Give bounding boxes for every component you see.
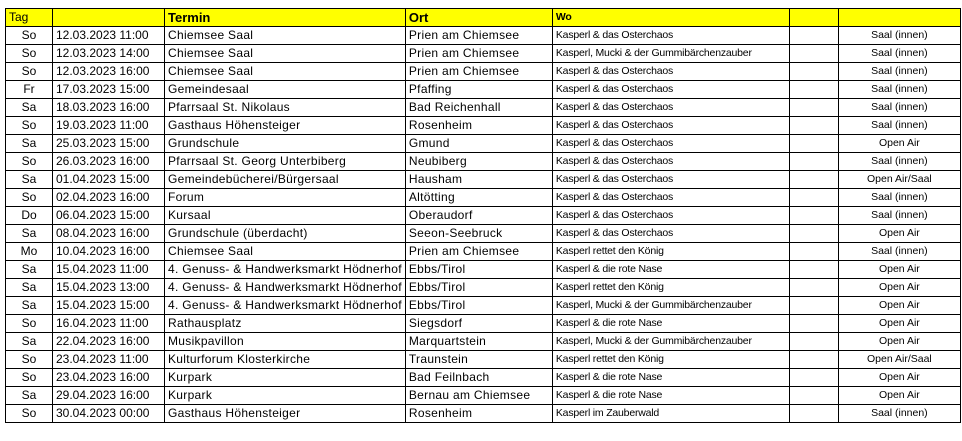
cell-termin[interactable]: Grundschule: [165, 135, 406, 153]
cell-typ[interactable]: Open Air: [838, 225, 960, 243]
cell-datetime[interactable]: 10.04.2023 16:00: [53, 243, 165, 261]
table-row: [6, 369, 961, 387]
cell-ort[interactable]: Prien am Chiemsee: [405, 63, 552, 81]
cell-typ[interactable]: Saal (innen): [838, 45, 960, 63]
cell-typ[interactable]: Open Air/Saal: [838, 171, 960, 189]
cell-tag[interactable]: So: [6, 189, 53, 207]
table-row: [6, 297, 961, 315]
table-row: [6, 279, 961, 297]
cell-termin[interactable]: Chiemsee Saal: [165, 63, 406, 81]
cell-tag[interactable]: Sa: [6, 99, 53, 117]
cell-wo[interactable]: Kasperl & das Osterchaos: [552, 27, 789, 45]
cell-tag[interactable]: So: [6, 351, 53, 369]
cell-tag[interactable]: Sa: [6, 171, 53, 189]
cell-ort[interactable]: Ebbs/Tirol: [405, 297, 552, 315]
header-row: [6, 9, 961, 27]
table-row: [6, 207, 961, 225]
cell-datetime[interactable]: 06.04.2023 15:00: [53, 207, 165, 225]
cell-ort[interactable]: Pfaffing: [405, 81, 552, 99]
cell-typ[interactable]: Saal (innen): [838, 27, 960, 45]
cell-termin[interactable]: Grundschule (überdacht): [165, 225, 406, 243]
cell-typ[interactable]: Saal (innen): [838, 189, 960, 207]
cell-typ[interactable]: Saal (innen): [838, 81, 960, 99]
cell-wo[interactable]: Kasperl, Mucki & der Gummibärchenzauber: [552, 333, 789, 351]
cell-tag[interactable]: So: [6, 117, 53, 135]
cell-ort[interactable]: Seeon-Seebruck: [405, 225, 552, 243]
cell-typ[interactable]: Open Air: [838, 369, 960, 387]
cell-datetime[interactable]: 02.04.2023 16:00: [53, 189, 165, 207]
cell-termin[interactable]: 4. Genuss- & Handwerksmarkt Hödnerhof: [165, 279, 406, 297]
cell-blank[interactable]: [789, 315, 838, 333]
cell-ort[interactable]: Oberaudorf: [405, 207, 552, 225]
header-datetime[interactable]: [53, 9, 165, 27]
cell-blank[interactable]: [789, 153, 838, 171]
cell-termin[interactable]: Gemeindebücherei/Bürgersaal: [165, 171, 406, 189]
cell-wo[interactable]: Kasperl & die rote Nase: [552, 315, 789, 333]
cell-wo[interactable]: Kasperl & das Osterchaos: [552, 171, 789, 189]
cell-tag[interactable]: So: [6, 63, 53, 81]
cell-ort[interactable]: Prien am Chiemsee: [405, 243, 552, 261]
cell-datetime[interactable]: 15.04.2023 13:00: [53, 279, 165, 297]
cell-tag[interactable]: Sa: [6, 387, 53, 405]
cell-wo[interactable]: Kasperl im Zauberwald: [552, 405, 789, 423]
cell-blank[interactable]: [789, 27, 838, 45]
cell-wo[interactable]: Kasperl & das Osterchaos: [552, 63, 789, 81]
table-row: [6, 63, 961, 81]
cell-ort[interactable]: Rosenheim: [405, 117, 552, 135]
cell-tag[interactable]: Mo: [6, 243, 53, 261]
cell-wo[interactable]: Kasperl & das Osterchaos: [552, 189, 789, 207]
cell-typ[interactable]: Saal (innen): [838, 243, 960, 261]
cell-typ[interactable]: Open Air: [838, 333, 960, 351]
cell-wo[interactable]: Kasperl rettet den König: [552, 351, 789, 369]
header-blank[interactable]: [789, 9, 838, 27]
cell-termin[interactable]: 4. Genuss- & Handwerksmarkt Hödnerhof: [165, 261, 406, 279]
cell-termin[interactable]: Gasthaus Höhensteiger: [165, 117, 406, 135]
cell-termin[interactable]: Kurpark: [165, 387, 406, 405]
table-row: [6, 27, 961, 45]
header-wo[interactable]: Wo: [552, 9, 789, 27]
cell-typ[interactable]: Open Air: [838, 261, 960, 279]
table-row: [6, 405, 961, 423]
cell-wo[interactable]: Kasperl & das Osterchaos: [552, 117, 789, 135]
header-termin[interactable]: Termin: [165, 9, 406, 27]
cell-blank[interactable]: [789, 279, 838, 297]
cell-tag[interactable]: Sa: [6, 297, 53, 315]
table-row: [6, 243, 961, 261]
cell-termin[interactable]: Chiemsee Saal: [165, 45, 406, 63]
cell-datetime[interactable]: 08.04.2023 16:00: [53, 225, 165, 243]
cell-ort[interactable]: Prien am Chiemsee: [405, 45, 552, 63]
cell-ort[interactable]: Neubiberg: [405, 153, 552, 171]
cell-tag[interactable]: Sa: [6, 279, 53, 297]
cell-tag[interactable]: Sa: [6, 333, 53, 351]
cell-tag[interactable]: Sa: [6, 225, 53, 243]
cell-blank[interactable]: [789, 63, 838, 81]
table-row: [6, 351, 961, 369]
cell-wo[interactable]: Kasperl & das Osterchaos: [552, 99, 789, 117]
cell-blank[interactable]: [789, 207, 838, 225]
cell-termin[interactable]: Kurpark: [165, 369, 406, 387]
cell-ort[interactable]: Prien am Chiemsee: [405, 27, 552, 45]
cell-typ[interactable]: Open Air: [838, 297, 960, 315]
cell-blank[interactable]: [789, 135, 838, 153]
cell-blank[interactable]: [789, 369, 838, 387]
cell-blank[interactable]: [789, 333, 838, 351]
cell-datetime[interactable]: 12.03.2023 14:00: [53, 45, 165, 63]
cell-blank[interactable]: [789, 117, 838, 135]
cell-blank[interactable]: [789, 81, 838, 99]
cell-ort[interactable]: Marquartstein: [405, 333, 552, 351]
cell-termin[interactable]: Musikpavillon: [165, 333, 406, 351]
cell-wo[interactable]: Kasperl & das Osterchaos: [552, 81, 789, 99]
cell-ort[interactable]: Siegsdorf: [405, 315, 552, 333]
cell-typ[interactable]: Open Air: [838, 387, 960, 405]
cell-termin[interactable]: Kulturforum Klosterkirche: [165, 351, 406, 369]
cell-datetime[interactable]: 01.04.2023 15:00: [53, 171, 165, 189]
cell-datetime[interactable]: 12.03.2023 11:00: [53, 27, 165, 45]
cell-ort[interactable]: Hausham: [405, 171, 552, 189]
cell-wo[interactable]: Kasperl, Mucki & der Gummibärchenzauber: [552, 297, 789, 315]
cell-wo[interactable]: Kasperl, Mucki & der Gummibärchenzauber: [552, 45, 789, 63]
cell-tag[interactable]: So: [6, 45, 53, 63]
cell-typ[interactable]: Open Air/Saal: [838, 351, 960, 369]
cell-blank[interactable]: [789, 99, 838, 117]
cell-tag[interactable]: So: [6, 153, 53, 171]
cell-blank[interactable]: [789, 261, 838, 279]
cell-tag[interactable]: Fr: [6, 81, 53, 99]
cell-termin[interactable]: Rathausplatz: [165, 315, 406, 333]
cell-ort[interactable]: Rosenheim: [405, 405, 552, 423]
cell-ort[interactable]: Traunstein: [405, 351, 552, 369]
cell-wo[interactable]: Kasperl & die rote Nase: [552, 387, 789, 405]
cell-wo[interactable]: Kasperl rettet den König: [552, 243, 789, 261]
cell-blank[interactable]: [789, 189, 838, 207]
cell-typ[interactable]: Saal (innen): [838, 63, 960, 81]
cell-typ[interactable]: Saal (innen): [838, 405, 960, 423]
table-row: [6, 225, 961, 243]
table-row: [6, 153, 961, 171]
cell-tag[interactable]: So: [6, 369, 53, 387]
cell-blank[interactable]: [789, 297, 838, 315]
table-row: [6, 117, 961, 135]
cell-termin[interactable]: Pfarrsaal St. Nikolaus: [165, 99, 406, 117]
cell-tag[interactable]: So: [6, 315, 53, 333]
cell-typ[interactable]: Open Air: [838, 135, 960, 153]
cell-datetime[interactable]: 15.04.2023 11:00: [53, 261, 165, 279]
cell-datetime[interactable]: 30.04.2023 00:00: [53, 405, 165, 423]
cell-blank[interactable]: [789, 387, 838, 405]
cell-datetime[interactable]: 25.03.2023 15:00: [53, 135, 165, 153]
cell-blank[interactable]: [789, 351, 838, 369]
cell-termin[interactable]: Chiemsee Saal: [165, 243, 406, 261]
table-row: [6, 315, 961, 333]
cell-termin[interactable]: Gasthaus Höhensteiger: [165, 405, 406, 423]
cell-typ[interactable]: Saal (innen): [838, 207, 960, 225]
header-typ[interactable]: [838, 9, 960, 27]
cell-ort[interactable]: Ebbs/Tirol: [405, 261, 552, 279]
table-row: [6, 99, 961, 117]
table-row: [6, 45, 961, 63]
cell-tag[interactable]: So: [6, 27, 53, 45]
table-row: [6, 261, 961, 279]
cell-ort[interactable]: Bad Feilnbach: [405, 369, 552, 387]
table-row: [6, 171, 961, 189]
cell-termin[interactable]: Chiemsee Saal: [165, 27, 406, 45]
cell-datetime[interactable]: 26.03.2023 16:00: [53, 153, 165, 171]
table-row: [6, 387, 961, 405]
cell-datetime[interactable]: 18.03.2023 16:00: [53, 99, 165, 117]
cell-wo[interactable]: Kasperl & das Osterchaos: [552, 135, 789, 153]
cell-datetime[interactable]: 22.04.2023 16:00: [53, 333, 165, 351]
table-row: [6, 135, 961, 153]
cell-datetime[interactable]: 12.03.2023 16:00: [53, 63, 165, 81]
cell-typ[interactable]: Saal (innen): [838, 99, 960, 117]
cell-datetime[interactable]: 16.04.2023 11:00: [53, 315, 165, 333]
cell-termin[interactable]: Pfarrsaal St. Georg Unterbiberg: [165, 153, 406, 171]
cell-ort[interactable]: Bad Reichenhall: [405, 99, 552, 117]
cell-datetime[interactable]: 15.04.2023 15:00: [53, 297, 165, 315]
cell-typ[interactable]: Saal (innen): [838, 117, 960, 135]
cell-ort[interactable]: Altötting: [405, 189, 552, 207]
cell-blank[interactable]: [789, 243, 838, 261]
cell-termin[interactable]: Gemeindesaal: [165, 81, 406, 99]
cell-blank[interactable]: [789, 225, 838, 243]
cell-wo[interactable]: Kasperl & das Osterchaos: [552, 225, 789, 243]
table-row: [6, 189, 961, 207]
table-row: [6, 81, 961, 99]
cell-blank[interactable]: [789, 171, 838, 189]
header-ort[interactable]: Ort: [405, 9, 552, 27]
cell-datetime[interactable]: 23.04.2023 11:00: [53, 351, 165, 369]
cell-datetime[interactable]: 29.04.2023 16:00: [53, 387, 165, 405]
table-row: [6, 333, 961, 351]
cell-typ[interactable]: Open Air: [838, 279, 960, 297]
cell-wo[interactable]: Kasperl & das Osterchaos: [552, 207, 789, 225]
schedule-table: [5, 8, 961, 423]
cell-termin[interactable]: 4. Genuss- & Handwerksmarkt Hödnerhof: [165, 297, 406, 315]
cell-typ[interactable]: Open Air: [838, 315, 960, 333]
cell-ort[interactable]: Gmund: [405, 135, 552, 153]
cell-wo[interactable]: Kasperl rettet den König: [552, 279, 789, 297]
cell-datetime[interactable]: 19.03.2023 11:00: [53, 117, 165, 135]
cell-wo[interactable]: Kasperl & das Osterchaos: [552, 153, 789, 171]
cell-ort[interactable]: Ebbs/Tirol: [405, 279, 552, 297]
cell-tag[interactable]: Do: [6, 207, 53, 225]
cell-termin[interactable]: Forum: [165, 189, 406, 207]
cell-tag[interactable]: Sa: [6, 135, 53, 153]
cell-typ[interactable]: Saal (innen): [838, 153, 960, 171]
cell-wo[interactable]: Kasperl & die rote Nase: [552, 369, 789, 387]
cell-blank[interactable]: [789, 405, 838, 423]
cell-datetime[interactable]: 17.03.2023 15:00: [53, 81, 165, 99]
cell-datetime[interactable]: 23.04.2023 16:00: [53, 369, 165, 387]
cell-wo[interactable]: Kasperl & die rote Nase: [552, 261, 789, 279]
header-tag[interactable]: Tag: [6, 9, 53, 27]
cell-tag[interactable]: So: [6, 405, 53, 423]
cell-tag[interactable]: Sa: [6, 261, 53, 279]
cell-blank[interactable]: [789, 45, 838, 63]
cell-termin[interactable]: Kursaal: [165, 207, 406, 225]
cell-ort[interactable]: Bernau am Chiemsee: [405, 387, 552, 405]
